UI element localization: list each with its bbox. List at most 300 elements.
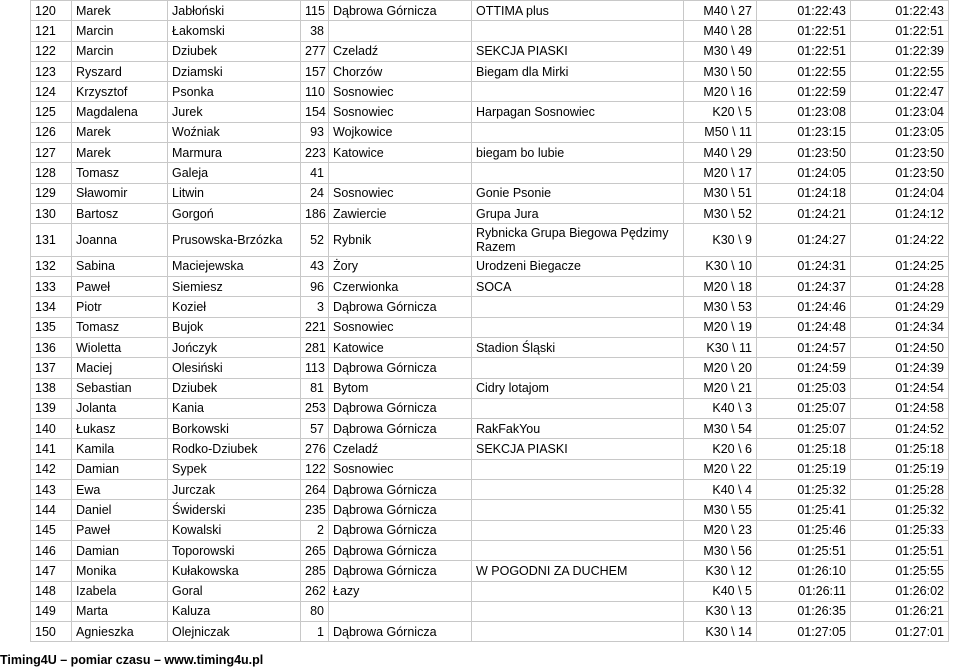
- category-cell: K40 \ 3: [684, 398, 757, 418]
- last-name-cell: Prusowska-Brzózka: [168, 224, 301, 257]
- category-cell: K30 \ 12: [684, 561, 757, 581]
- gun-time-cell: 01:25:32: [757, 480, 851, 500]
- last-name-cell: Jabłoński: [168, 1, 301, 21]
- gun-time-cell: 01:23:50: [757, 143, 851, 163]
- first-name-cell: Izabela: [72, 581, 168, 601]
- city-cell: Dąbrowa Górnicza: [329, 297, 472, 317]
- last-name-cell: Dziubek: [168, 41, 301, 61]
- bib-number-cell: 221: [301, 317, 329, 337]
- place-cell: 150: [31, 622, 72, 642]
- table-row: [31, 82, 949, 102]
- city-cell: Dąbrowa Górnicza: [329, 500, 472, 520]
- table-row: [31, 520, 949, 540]
- table-row: [31, 183, 949, 203]
- category-cell: M20 \ 22: [684, 459, 757, 479]
- first-name-cell: Tomasz: [72, 163, 168, 183]
- last-name-cell: Marmura: [168, 143, 301, 163]
- category-cell: M20 \ 19: [684, 317, 757, 337]
- city-cell: Dąbrowa Górnicza: [329, 561, 472, 581]
- gun-time-cell: 01:24:05: [757, 163, 851, 183]
- net-time-cell: 01:24:29: [851, 297, 949, 317]
- place-cell: 131: [31, 224, 72, 257]
- net-time-cell: 01:24:04: [851, 183, 949, 203]
- first-name-cell: Daniel: [72, 500, 168, 520]
- gun-time-cell: 01:24:31: [757, 256, 851, 276]
- city-cell: [329, 163, 472, 183]
- net-time-cell: 01:22:39: [851, 41, 949, 61]
- first-name-cell: Marek: [72, 122, 168, 142]
- first-name-cell: Marta: [72, 601, 168, 621]
- bib-number-cell: 115: [301, 1, 329, 21]
- last-name-cell: Galeja: [168, 163, 301, 183]
- city-cell: Dąbrowa Górnicza: [329, 520, 472, 540]
- gun-time-cell: 01:24:48: [757, 317, 851, 337]
- net-time-cell: 01:24:22: [851, 224, 949, 257]
- club-cell: SEKCJA PIASKI: [472, 41, 684, 61]
- net-time-cell: 01:25:32: [851, 500, 949, 520]
- net-time-cell: 01:24:50: [851, 337, 949, 357]
- bib-number-cell: 186: [301, 203, 329, 223]
- club-cell: [472, 82, 684, 102]
- last-name-cell: Toporowski: [168, 540, 301, 560]
- gun-time-cell: 01:25:07: [757, 419, 851, 439]
- bib-number-cell: 122: [301, 459, 329, 479]
- category-cell: K40 \ 5: [684, 581, 757, 601]
- category-cell: M30 \ 49: [684, 41, 757, 61]
- city-cell: Zawiercie: [329, 203, 472, 223]
- club-cell: [472, 540, 684, 560]
- club-cell: Gonie Psonie: [472, 183, 684, 203]
- net-time-cell: 01:24:12: [851, 203, 949, 223]
- last-name-cell: Maciejewska: [168, 256, 301, 276]
- gun-time-cell: 01:24:46: [757, 297, 851, 317]
- gun-time-cell: 01:24:18: [757, 183, 851, 203]
- city-cell: Rybnik: [329, 224, 472, 257]
- place-cell: 120: [31, 1, 72, 21]
- category-cell: K20 \ 6: [684, 439, 757, 459]
- club-cell: RakFakYou: [472, 419, 684, 439]
- first-name-cell: Paweł: [72, 520, 168, 540]
- last-name-cell: Kaluza: [168, 601, 301, 621]
- bib-number-cell: 253: [301, 398, 329, 418]
- place-cell: 138: [31, 378, 72, 398]
- gun-time-cell: 01:22:43: [757, 1, 851, 21]
- club-cell: biegam bo lubie: [472, 143, 684, 163]
- category-cell: M20 \ 17: [684, 163, 757, 183]
- club-cell: [472, 358, 684, 378]
- city-cell: Katowice: [329, 143, 472, 163]
- city-cell: Łazy: [329, 581, 472, 601]
- category-cell: M30 \ 55: [684, 500, 757, 520]
- club-cell: [472, 21, 684, 41]
- table-row: [31, 540, 949, 560]
- table-row: [31, 122, 949, 142]
- club-cell: OTTIMA plus: [472, 1, 684, 21]
- first-name-cell: Joanna: [72, 224, 168, 257]
- first-name-cell: Ewa: [72, 480, 168, 500]
- category-cell: M50 \ 11: [684, 122, 757, 142]
- bib-number-cell: 80: [301, 601, 329, 621]
- gun-time-cell: 01:26:11: [757, 581, 851, 601]
- table-row: [31, 358, 949, 378]
- bib-number-cell: 235: [301, 500, 329, 520]
- last-name-cell: Kania: [168, 398, 301, 418]
- gun-time-cell: 01:25:07: [757, 398, 851, 418]
- table-row: [31, 41, 949, 61]
- bib-number-cell: 96: [301, 277, 329, 297]
- first-name-cell: Marek: [72, 143, 168, 163]
- category-cell: K40 \ 4: [684, 480, 757, 500]
- club-cell: Harpagan Sosnowiec: [472, 102, 684, 122]
- category-cell: M30 \ 53: [684, 297, 757, 317]
- place-cell: 128: [31, 163, 72, 183]
- city-cell: Czeladź: [329, 41, 472, 61]
- table-row: [31, 622, 949, 642]
- gun-time-cell: 01:23:08: [757, 102, 851, 122]
- first-name-cell: Damian: [72, 540, 168, 560]
- category-cell: M20 \ 20: [684, 358, 757, 378]
- bib-number-cell: 223: [301, 143, 329, 163]
- first-name-cell: Sebastian: [72, 378, 168, 398]
- bib-number-cell: 41: [301, 163, 329, 183]
- last-name-cell: Jurczak: [168, 480, 301, 500]
- category-cell: M30 \ 56: [684, 540, 757, 560]
- city-cell: Chorzów: [329, 61, 472, 81]
- net-time-cell: 01:25:18: [851, 439, 949, 459]
- bib-number-cell: 81: [301, 378, 329, 398]
- last-name-cell: Gorgoń: [168, 203, 301, 223]
- gun-time-cell: 01:22:59: [757, 82, 851, 102]
- category-cell: M30 \ 52: [684, 203, 757, 223]
- net-time-cell: 01:22:51: [851, 21, 949, 41]
- city-cell: Czerwionka: [329, 277, 472, 297]
- first-name-cell: Monika: [72, 561, 168, 581]
- last-name-cell: Bujok: [168, 317, 301, 337]
- gun-time-cell: 01:24:59: [757, 358, 851, 378]
- last-name-cell: Siemiesz: [168, 277, 301, 297]
- last-name-cell: Łakomski: [168, 21, 301, 41]
- table-row: [31, 163, 949, 183]
- first-name-cell: Magdalena: [72, 102, 168, 122]
- category-cell: K30 \ 13: [684, 601, 757, 621]
- last-name-cell: Litwin: [168, 183, 301, 203]
- place-cell: 125: [31, 102, 72, 122]
- bib-number-cell: 157: [301, 61, 329, 81]
- place-cell: 141: [31, 439, 72, 459]
- first-name-cell: Damian: [72, 459, 168, 479]
- city-cell: [329, 21, 472, 41]
- club-cell: [472, 297, 684, 317]
- first-name-cell: Paweł: [72, 277, 168, 297]
- club-cell: Stadion Śląski: [472, 337, 684, 357]
- bib-number-cell: 43: [301, 256, 329, 276]
- category-cell: M30 \ 51: [684, 183, 757, 203]
- last-name-cell: Olesiński: [168, 358, 301, 378]
- city-cell: Sosnowiec: [329, 317, 472, 337]
- first-name-cell: Tomasz: [72, 317, 168, 337]
- net-time-cell: 01:23:50: [851, 143, 949, 163]
- category-cell: K30 \ 10: [684, 256, 757, 276]
- city-cell: [329, 601, 472, 621]
- last-name-cell: Woźniak: [168, 122, 301, 142]
- net-time-cell: 01:22:55: [851, 61, 949, 81]
- net-time-cell: 01:24:54: [851, 378, 949, 398]
- place-cell: 129: [31, 183, 72, 203]
- place-cell: 142: [31, 459, 72, 479]
- table-row: [31, 337, 949, 357]
- club-cell: [472, 581, 684, 601]
- city-cell: Dąbrowa Górnicza: [329, 540, 472, 560]
- place-cell: 148: [31, 581, 72, 601]
- gun-time-cell: 01:24:57: [757, 337, 851, 357]
- table-row: [31, 203, 949, 223]
- place-cell: 127: [31, 143, 72, 163]
- place-cell: 130: [31, 203, 72, 223]
- club-cell: Rybnicka Grupa Biegowa Pędzimy Razem: [472, 224, 684, 257]
- club-cell: SEKCJA PIASKI: [472, 439, 684, 459]
- table-row: [31, 378, 949, 398]
- category-cell: K30 \ 11: [684, 337, 757, 357]
- table-row: [31, 143, 949, 163]
- bib-number-cell: 52: [301, 224, 329, 257]
- results-body: [31, 1, 949, 642]
- gun-time-cell: 01:26:10: [757, 561, 851, 581]
- net-time-cell: 01:22:43: [851, 1, 949, 21]
- first-name-cell: Ryszard: [72, 61, 168, 81]
- net-time-cell: 01:26:02: [851, 581, 949, 601]
- table-row: [31, 21, 949, 41]
- place-cell: 122: [31, 41, 72, 61]
- net-time-cell: 01:25:51: [851, 540, 949, 560]
- net-time-cell: 01:25:19: [851, 459, 949, 479]
- gun-time-cell: 01:22:51: [757, 21, 851, 41]
- bib-number-cell: 93: [301, 122, 329, 142]
- club-cell: Urodzeni Biegacze: [472, 256, 684, 276]
- club-cell: Biegam dla Mirki: [472, 61, 684, 81]
- table-row: [31, 601, 949, 621]
- first-name-cell: Wioletta: [72, 337, 168, 357]
- gun-time-cell: 01:22:51: [757, 41, 851, 61]
- place-cell: 139: [31, 398, 72, 418]
- net-time-cell: 01:25:55: [851, 561, 949, 581]
- gun-time-cell: 01:25:51: [757, 540, 851, 560]
- net-time-cell: 01:24:39: [851, 358, 949, 378]
- bib-number-cell: 264: [301, 480, 329, 500]
- club-cell: [472, 601, 684, 621]
- place-cell: 140: [31, 419, 72, 439]
- category-cell: M20 \ 21: [684, 378, 757, 398]
- place-cell: 121: [31, 21, 72, 41]
- bib-number-cell: 285: [301, 561, 329, 581]
- city-cell: Dąbrowa Górnicza: [329, 1, 472, 21]
- bib-number-cell: 281: [301, 337, 329, 357]
- place-cell: 149: [31, 601, 72, 621]
- table-row: [31, 419, 949, 439]
- bib-number-cell: 1: [301, 622, 329, 642]
- table-row: [31, 500, 949, 520]
- category-cell: M30 \ 54: [684, 419, 757, 439]
- net-time-cell: 01:24:34: [851, 317, 949, 337]
- city-cell: Dąbrowa Górnicza: [329, 419, 472, 439]
- table-row: [31, 102, 949, 122]
- gun-time-cell: 01:23:15: [757, 122, 851, 142]
- city-cell: Dąbrowa Górnicza: [329, 358, 472, 378]
- bib-number-cell: 262: [301, 581, 329, 601]
- bib-number-cell: 38: [301, 21, 329, 41]
- place-cell: 126: [31, 122, 72, 142]
- net-time-cell: 01:23:05: [851, 122, 949, 142]
- first-name-cell: Maciej: [72, 358, 168, 378]
- category-cell: M20 \ 23: [684, 520, 757, 540]
- category-cell: K30 \ 9: [684, 224, 757, 257]
- place-cell: 147: [31, 561, 72, 581]
- table-row: [31, 256, 949, 276]
- net-time-cell: 01:24:28: [851, 277, 949, 297]
- category-cell: K20 \ 5: [684, 102, 757, 122]
- club-cell: [472, 459, 684, 479]
- first-name-cell: Bartosz: [72, 203, 168, 223]
- city-cell: Dąbrowa Górnicza: [329, 480, 472, 500]
- club-cell: [472, 480, 684, 500]
- first-name-cell: Krzysztof: [72, 82, 168, 102]
- city-cell: Sosnowiec: [329, 102, 472, 122]
- city-cell: Wojkowice: [329, 122, 472, 142]
- city-cell: Sosnowiec: [329, 82, 472, 102]
- club-cell: [472, 122, 684, 142]
- category-cell: M40 \ 27: [684, 1, 757, 21]
- last-name-cell: Kułakowska: [168, 561, 301, 581]
- last-name-cell: Kozieł: [168, 297, 301, 317]
- place-cell: 136: [31, 337, 72, 357]
- category-cell: K30 \ 14: [684, 622, 757, 642]
- first-name-cell: Kamila: [72, 439, 168, 459]
- last-name-cell: Olejniczak: [168, 622, 301, 642]
- place-cell: 145: [31, 520, 72, 540]
- table-row: [31, 1, 949, 21]
- net-time-cell: 01:22:47: [851, 82, 949, 102]
- category-cell: M30 \ 50: [684, 61, 757, 81]
- last-name-cell: Jurek: [168, 102, 301, 122]
- place-cell: 143: [31, 480, 72, 500]
- place-cell: 123: [31, 61, 72, 81]
- city-cell: Czeladź: [329, 439, 472, 459]
- bib-number-cell: 265: [301, 540, 329, 560]
- last-name-cell: Goral: [168, 581, 301, 601]
- gun-time-cell: 01:27:05: [757, 622, 851, 642]
- place-cell: 132: [31, 256, 72, 276]
- last-name-cell: Psonka: [168, 82, 301, 102]
- last-name-cell: Dziamski: [168, 61, 301, 81]
- last-name-cell: Rodko-Dziubek: [168, 439, 301, 459]
- gun-time-cell: 01:25:03: [757, 378, 851, 398]
- gun-time-cell: 01:24:27: [757, 224, 851, 257]
- first-name-cell: Agnieszka: [72, 622, 168, 642]
- first-name-cell: Marcin: [72, 41, 168, 61]
- gun-time-cell: 01:22:55: [757, 61, 851, 81]
- last-name-cell: Dziubek: [168, 378, 301, 398]
- last-name-cell: Borkowski: [168, 419, 301, 439]
- place-cell: 144: [31, 500, 72, 520]
- results-table: [30, 0, 949, 642]
- first-name-cell: Sławomir: [72, 183, 168, 203]
- table-row: [31, 297, 949, 317]
- club-cell: SOCA: [472, 277, 684, 297]
- club-cell: [472, 163, 684, 183]
- net-time-cell: 01:23:50: [851, 163, 949, 183]
- table-row: [31, 224, 949, 257]
- place-cell: 124: [31, 82, 72, 102]
- place-cell: 137: [31, 358, 72, 378]
- category-cell: M40 \ 28: [684, 21, 757, 41]
- table-row: [31, 277, 949, 297]
- bib-number-cell: 277: [301, 41, 329, 61]
- table-row: [31, 61, 949, 81]
- city-cell: Sosnowiec: [329, 183, 472, 203]
- net-time-cell: 01:27:01: [851, 622, 949, 642]
- table-row: [31, 398, 949, 418]
- bib-number-cell: 2: [301, 520, 329, 540]
- bib-number-cell: 57: [301, 419, 329, 439]
- place-cell: 146: [31, 540, 72, 560]
- club-cell: [472, 317, 684, 337]
- first-name-cell: Piotr: [72, 297, 168, 317]
- bib-number-cell: 113: [301, 358, 329, 378]
- city-cell: Dąbrowa Górnicza: [329, 622, 472, 642]
- category-cell: M40 \ 29: [684, 143, 757, 163]
- table-row: [31, 480, 949, 500]
- net-time-cell: 01:23:04: [851, 102, 949, 122]
- category-cell: M20 \ 18: [684, 277, 757, 297]
- club-cell: [472, 500, 684, 520]
- club-cell: Grupa Jura: [472, 203, 684, 223]
- gun-time-cell: 01:25:19: [757, 459, 851, 479]
- gun-time-cell: 01:24:21: [757, 203, 851, 223]
- city-cell: Żory: [329, 256, 472, 276]
- net-time-cell: 01:24:25: [851, 256, 949, 276]
- place-cell: 134: [31, 297, 72, 317]
- net-time-cell: 01:26:21: [851, 601, 949, 621]
- net-time-cell: 01:25:33: [851, 520, 949, 540]
- gun-time-cell: 01:25:46: [757, 520, 851, 540]
- net-time-cell: 01:24:52: [851, 419, 949, 439]
- net-time-cell: 01:25:28: [851, 480, 949, 500]
- first-name-cell: Łukasz: [72, 419, 168, 439]
- last-name-cell: Jończyk: [168, 337, 301, 357]
- club-cell: [472, 622, 684, 642]
- last-name-cell: Sypek: [168, 459, 301, 479]
- net-time-cell: 01:24:58: [851, 398, 949, 418]
- bib-number-cell: 276: [301, 439, 329, 459]
- first-name-cell: Sabina: [72, 256, 168, 276]
- city-cell: Katowice: [329, 337, 472, 357]
- category-cell: M20 \ 16: [684, 82, 757, 102]
- club-cell: Cidry lotajom: [472, 378, 684, 398]
- gun-time-cell: 01:24:37: [757, 277, 851, 297]
- city-cell: Bytom: [329, 378, 472, 398]
- place-cell: 135: [31, 317, 72, 337]
- footer-credit: Timing4U – pomiar czasu – www.timing4u.pl: [0, 653, 264, 667]
- bib-number-cell: 154: [301, 102, 329, 122]
- club-cell: [472, 520, 684, 540]
- first-name-cell: Marek: [72, 1, 168, 21]
- table-row: [31, 317, 949, 337]
- gun-time-cell: 01:26:35: [757, 601, 851, 621]
- bib-number-cell: 110: [301, 82, 329, 102]
- gun-time-cell: 01:25:41: [757, 500, 851, 520]
- table-row: [31, 459, 949, 479]
- last-name-cell: Świderski: [168, 500, 301, 520]
- table-row: [31, 561, 949, 581]
